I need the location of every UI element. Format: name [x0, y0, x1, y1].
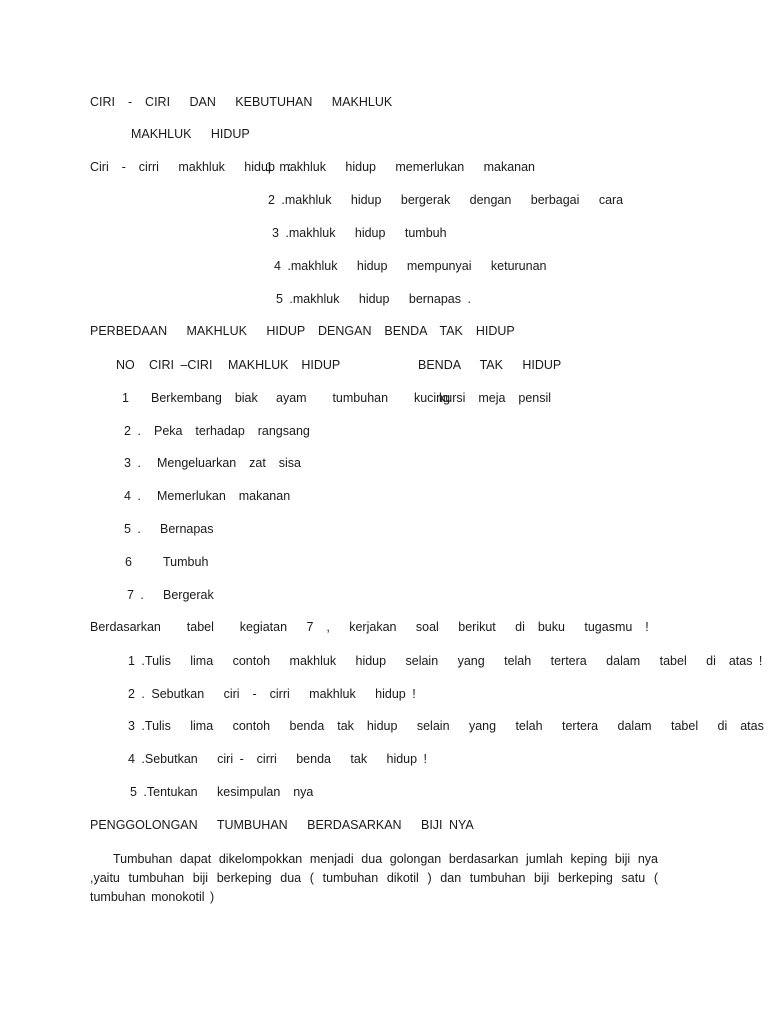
question-item: 1 .Tulis lima contoh makhluk hidup selain yang telah tertera dalam tabel di atas ! — [128, 654, 763, 668]
instruction-line: Berdasarkan tabel kegiatan 7 , kerjakan soal berikut di buku tugasmu ! — [90, 620, 649, 634]
row-makhluk-hidup: ayam tumbuhan kucing — [276, 391, 451, 405]
question-item: 4 .Sebutkan ciri - cirri benda tak hidup ! — [128, 752, 428, 766]
penggolongan-heading: PENGGOLONGAN TUMBUHAN BERDASARKAN BIJI NYA — [90, 818, 474, 832]
table-header-makhluk-hidup: MAKHLUK HIDUP — [228, 358, 341, 372]
ciri-label: Ciri - cirri makhluk hidup : — [90, 160, 292, 174]
question-item: 5 .Tentukan kesimpulan nya — [130, 785, 314, 799]
row-ciri: Mengeluarkan zat sisa — [157, 456, 302, 470]
row-number: 7 . — [127, 588, 144, 602]
row-number: 1 — [122, 391, 129, 405]
row-ciri: Bernapas — [160, 522, 214, 536]
row-ciri: Memerlukan makanan — [157, 489, 291, 503]
row-number: 6 — [125, 555, 132, 569]
row-number: 5 . — [124, 522, 141, 536]
penggolongan-paragraph: Tumbuhan dapat dikelompokkan menjadi dua golongan berdasarkan jumlah keping biji nya ,yaitu tumbuhan biji berkeping dua ( tumbuhan dikotil ) dan tumbuhan biji berkeping satu ( tumbuhan monokotil ) — [90, 852, 658, 904]
title-line-1: CIRI - CIRI DAN KEBUTUHAN MAKHLUK — [90, 95, 393, 109]
row-number: 4 . — [124, 489, 141, 503]
ciri-item-4: 4 .makhluk hidup mempunyai keturunan — [274, 259, 547, 273]
row-ciri: Peka terhadap rangsang — [154, 424, 310, 438]
title-line-2: MAKHLUK HIDUP — [131, 127, 250, 141]
table-header-no: NO — [116, 358, 135, 372]
perbedaan-heading: PERBEDAAN MAKHLUK HIDUP DENGAN BENDA TAK HIDUP — [90, 324, 515, 338]
ciri-item-2: 2 .makhluk hidup bergerak dengan berbagai cara — [268, 193, 624, 207]
question-item: 3 .Tulis lima contoh benda tak hidup selain yang telah tertera dalam tabel di atas — [128, 719, 764, 733]
row-ciri: Tumbuh — [163, 555, 209, 569]
row-benda-tak-hidup: kursi meja pensil — [439, 391, 552, 405]
table-header-ciri: CIRI –CIRI — [149, 358, 213, 372]
row-number: 2 . — [124, 424, 141, 438]
table-header-benda-tak-hidup: BENDA TAK HIDUP — [418, 358, 562, 372]
ciri-item-5: 5 .makhluk hidup bernapas . — [276, 292, 471, 306]
question-item: 2 . Sebutkan ciri - cirri makhluk hidup ! — [128, 687, 416, 701]
ciri-item-3: 3 .makhluk hidup tumbuh — [272, 226, 447, 240]
row-number: 3 . — [124, 456, 141, 470]
row-ciri: Berkembang biak — [151, 391, 258, 405]
ciri-item-1: 1 makhluk hidup memerlukan makanan — [266, 160, 536, 174]
row-ciri: Bergerak — [163, 588, 214, 602]
